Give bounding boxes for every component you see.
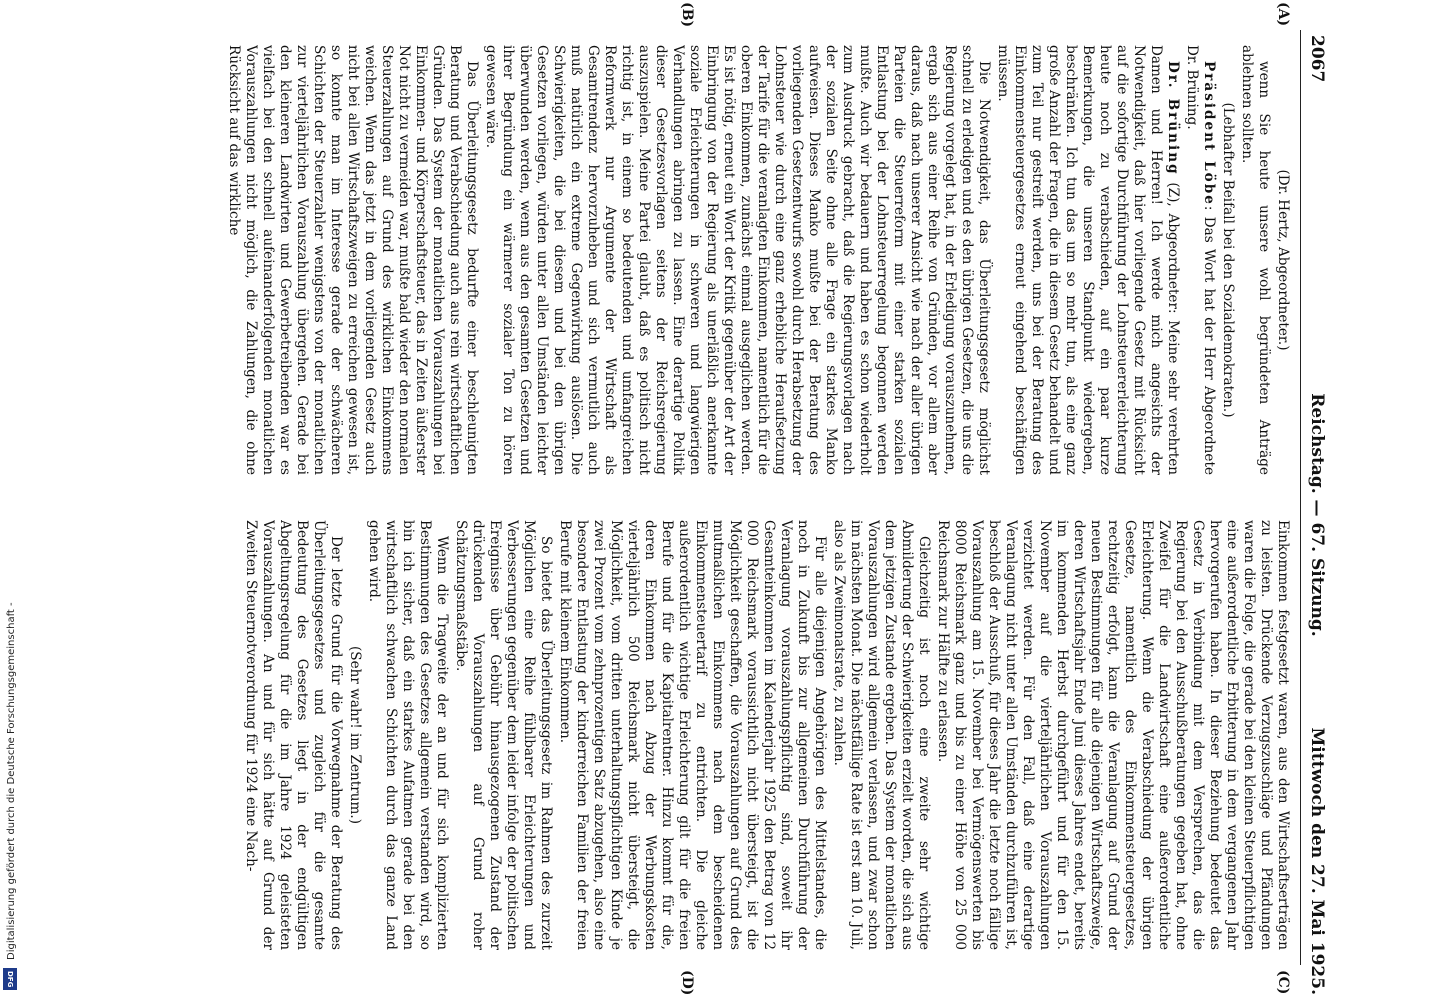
paragraph: Für alle diejenigen Angehörigen des Mittelstandes, die noch in Zukunft bis zur allgemeinen Durchführung der Veranlagung vorauszahlungspflichtig sind, soweit ihr Gesamteinkommen im Kalenderjahr 1925 den Betrag von 12 000 Reichsmark voraussichtlich nicht übersteigt, ist die Möglichkeit geschaffen, die Vorauszahlungen auf Grund des mutmaßlichen Einkommens nach dem bescheidenen Einkommensteuertarif zu entrichten. Die gleiche außerordentlich wichtige Erleichterung gilt für die freien Berufe und für die Kapitalrentner. Hinzu kommt für die, deren Einkommen nach Abzug der Werbungskosten vierteljährlich 500 Reichsmark nicht übersteigt, die Möglichkeit, vom dritten unterhaltungspflichtigen Kinde je zwei Prozent vom zehnprozentigen Satz abzugehen, also eine besondere Entlastung der kinderreichen Familien der freien Berufe mit kleinem Einkommen. — [557, 520, 828, 950]
paragraph: Das Überleitungsgesetz bedurfte einer beschleunigten Beratung und Verabschiedung auch aus rein wirtschaftlichen Gründen. Das System der monatlichen Vorauszahlungen bei Einkommen- und Körperschaftsteuer, das in Zeiten äußerster Not nicht zu vermeiden war, mußte bald wieder den normalen Steuerzahlungen auf Grund des wirklichen Einkommens weichen. Wenn das jetzt in dem vorliegenden Gesetz auch nicht bei allen Wirtschaftszweigen zu erreichen gewesen ist, so konnte man im Interesse gerade der schwächeren Schichten der Steuerzahler wenigstens von der monatlichen zur vierteljährlichen Vorauszahlung übergehen. Gerade bei den kleineren Landwirten und Gewerbetreibenden war es vielfach bei den schnell aufeinanderfolgenden monatlichen Vorauszahlungen nicht möglich, die Zahlungen, die ohne Rücksicht auf das wirkliche — [226, 45, 480, 475]
speaker-paragraph — [994, 45, 1181, 475]
president-name: Präsident Löbe — [1201, 61, 1217, 206]
right-column — [106, 520, 1291, 950]
page-date: Mittwoch den 27. Mai 1925. — [1307, 727, 1327, 995]
speaker-name: Dr. Brüning — [1165, 61, 1181, 176]
dfg-logo: DFG — [3, 968, 17, 990]
page-number: 2067 — [1307, 35, 1327, 83]
paragraph: Wenn die Tragweite der an und für sich komplizierten Bestimmungen des Gesetzes allgemein verstanden wird, so bin ich sicher, daß ein starkes Aufatmen gerade bei den wirtschaftlich schwachen Schichten durch das ganze Land gehen wird. — [366, 520, 450, 950]
speaker-intro: (Z), Abgeordneter: Meine sehr verehrten Damen und Herren! Ich werde mich angesichts der Notwendigkeit, daß hier vorliegende Gesetz mit Rücksicht auf die sofortige Durchführung der Lohnsteuererleichterung heute noch zu verabschieden, auf ein paar kurze Bemerkungen, die unseren Standpunkt wiedergeben, beschränken. Ich tun das um so mehr tun, als eine ganz große Anzahl der Fragen, die in diesem Gesetz behandelt und zum Teil nur gestreift werden, uns bei der Beratung des Einkommensteuergesetzes erneut eingehend beschäftigen müssen. — [995, 45, 1181, 475]
header-rule — [1300, 30, 1301, 965]
president-paragraph — [1183, 45, 1217, 475]
paragraph: wenn Sie heute unsere wohl begründeten Anträge ablehnen sollten. — [1239, 45, 1272, 475]
paragraph: Gleichzeitig ist noch eine zweite sehr wichtige Abmilderung der Schwierigkeiten erzielt worden, die sich aus dem jetzigen Zustande ergeben. Das System der monatlichen Vorauszahlungen wird allgemein verlassen, und zwar schon im nächsten Monat. Die nächstfällige Rate ist erst am 10. Juli, also als Zweimonatsrate, zu zahlen. — [831, 520, 932, 950]
paragraph: Der letzte Grund für die Vorwegnahme der Beratung des Überleitungsgesetzes und zugleich für die gesamte Bedeutung des Gesetzes liegt in der endgültigen Abgeltungsregelung für die im Jahre 1924 geleisteten Vorauszahlungen. An und für sich hätte auf Grund der Zweiten Steuernotverordnung für 1924 eine Nach- — [243, 520, 344, 950]
left-column — [106, 45, 1291, 475]
margin-marker-a: (A) — [1275, 2, 1291, 27]
president-text: : Das Wort hat der Herr Abgeordnete Dr. Brüning. — [1184, 45, 1217, 475]
margin-marker-c: (C) — [1275, 970, 1291, 995]
paragraph: Die Notwendigkeit, das Überleitungsgesetz möglichst schnell zu erledigen und es den übrigen Gesetzen, die uns die Regierung vorgelegt hat, in der Erledigung vorauszunehmen, ergab sich aus einer Reihe von Gründen, vor allem aber daraus, daß nach unserer Ansicht wie nach der aller übrigen Parteien die Steuerreform mit einer starken sozialen Entlastung bei der Lohnsteuerregelung begonnen werden mußte. Auch wir bedauern und haben es schon wiederholt zum Ausdruck gebracht, daß die Regierungsvorlagen nach der sozialen Seite ohne alle Frage ein starkes Manko aufweisen. Dieses Manko mußte bei der Beratung des vorliegenden Gesetzentwurfs sowohl durch Herabsetzung der Lohnsteuer wie durch eine ganz erhebliche Heraufsetzung der Tarife für die veranlagten Einkommen, namentlich für die oberen Einkommen, zunächst einmal ausgeglichen werden. Es ist nötig, erneut ein Wort der Kritik gegenüber der Art der Einbringung von der Regierung als unerläßlich anerkannte soziale Erleichterungen in schweren und langwierigen Verhandlungen abringen zu lassen. Eine derartige Politik dieser Gesetzesvorlagen seitens der Reichsregierung auszuspielen. Meine Partei glaubt, daß es politisch nicht richtig ist, in einem so bedeutenden und umfangreichen Reformwerk nur Argumente der Wirtschaft als Gesamtrendenz hervorzuheben und sich vermutlich auch muß natürlich ein extreme Gegenwirkung auslösen. Die Schwierigkeiten, die bei diesem und bei den übrigen Gesetzen vorliegen, würden unter allen Umständen leichter überwunden werden, wenn aus den gesamten Gesetzen und ihrer Begründung ein wärmerer sozialer Ton zu hören gewesen wäre. — [483, 45, 992, 475]
applause-note: (Lebhafter Beifall bei den Sozialdemokraten.) — [1220, 102, 1236, 418]
margin-marker-b: (B) — [679, 2, 695, 28]
paragraph: Einkommen festgesetzt waren, aus den Wirtschaftserträgen zu leisten. Drückende Verzugszuschläge und Pfändungen waren die Folge, die gerade bei den kleinen Steuerpflichtigen eine außerordentliche Erbitterung in dem vergangenen Jahr hervorgerufen haben. In dieser Beziehung bedeutet das Gesetz in Verbindung mit dem Versprechen, das die Regierung bei den Ausschußberatungen gegeben hat, ohne Zweifel für die Landwirtschaft eine außerordentliche Erleichterung. Wenn die Verabschiedung der übrigen Gesetze, namentlich des Einkommensteuergesetzes, rechtzeitig erfolgt, kann die Veranlagung auf Grund der neuen Bestimmungen für alle diejenigen Wirtschaftszweige, deren Wirtschaftsjahr Ende Juni dieses Jahres endet, bereits im kommenden Herbst durchgeführt und für den 15. November auf die vierteljährlichen Vorauszahlungen verzichtet werden. Für den Fall, daß eine derartige Veranlagung nicht unter allen Umständen durchzuführen ist, beschloß der Ausschuß, für dieses Jahr die letzte noch fällige Vorauszahlung am 15. November bei Vermögenswerten bis 8000 Reichsmark ganz und bis zu einer Höhe von 25 000 Reichsmark zur Hälfte zu erlassen. — [935, 520, 1291, 950]
applause-note: (Sehr wahr! im Zentrum.) — [347, 645, 363, 825]
page-title: Reichstag. — 67. Sitzung. — [1307, 393, 1327, 637]
margin-marker-d: (D) — [679, 970, 695, 996]
page-header — [1305, 35, 1327, 995]
rotated-page — [95, 0, 1335, 1000]
speaker-tag: (Dr. Hertz, Abgeordneter.) — [1275, 169, 1291, 351]
paragraph: So bietet das Überleitungsgesetz im Rahmen des zurzeit Möglichen eine Reihe fühlbarer Erleichterungen und Verbesserungen gegenüber dem leider infolge der politischen Ereignisse über Gebühr hinausgezogenen Zustand der drückenden Vorauszahlungen auf Grund roher Schätzungsmaßstäbe. — [453, 520, 554, 950]
digitization-credit: Digitalisierung gefördert durch die Deutsche Forschungsgemeinschaft - — [6, 602, 17, 960]
